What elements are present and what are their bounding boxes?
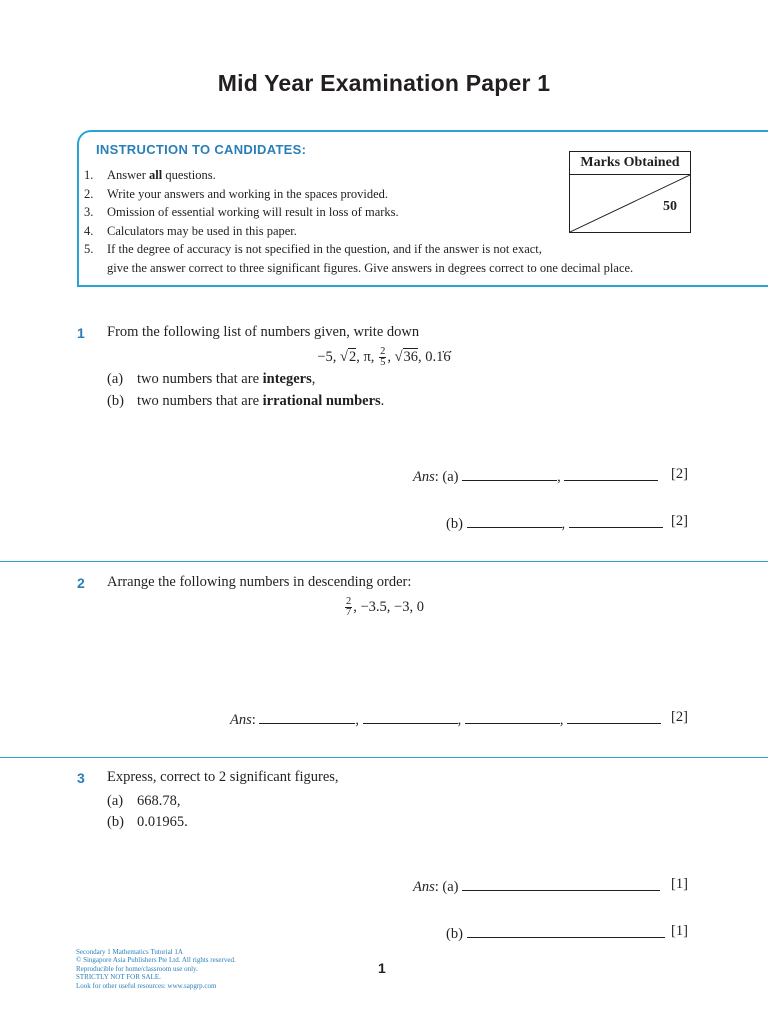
answer-row: (b) , — [446, 513, 663, 533]
instructions-heading: INSTRUCTION TO CANDIDATES: — [96, 142, 307, 157]
sqrt-36: √36, — [394, 348, 422, 365]
question-number: 3 — [77, 770, 85, 786]
page-title: Mid Year Examination Paper 1 — [217, 70, 551, 96]
marks-obtained-box — [569, 151, 691, 233]
page-number: 1 — [378, 960, 386, 976]
instruction-item: 5. If the degree of accuracy is not specified in the question, and if the answer is not exact, — [84, 242, 542, 256]
marks-label: [2] — [671, 513, 688, 529]
answer-blank[interactable] — [467, 923, 665, 938]
answer-blank[interactable] — [564, 466, 658, 481]
footer-notice: Secondary 1 Mathematics Tutorial 1A © Singapore Asia Publishers Pte Ltd. All rights reserved. Reproducible for home/classroom use only. STRICTLY NOT FOR SALE. Look for other useful resources: www.sapgrp.com — [76, 948, 236, 990]
answer-blank[interactable] — [569, 513, 663, 528]
answer-blank[interactable] — [567, 709, 661, 724]
marks-total: 50 — [663, 199, 677, 214]
question-stem: From the following list of numbers given, write down — [107, 324, 420, 340]
instruction-item: 4. Calculators may be used in this paper. — [84, 223, 297, 238]
answer-blank[interactable] — [259, 709, 355, 724]
question-part: (a) 668.78, — [107, 793, 181, 809]
question-number: 2 — [77, 575, 85, 591]
instruction-continuation: give the answer correct to three significant figures. Give answers in degrees correct to one decimal place. — [107, 261, 634, 275]
answer-blank[interactable] — [465, 709, 560, 724]
fraction: $\frac{2}{5}$ — [380, 346, 386, 368]
answer-blank[interactable] — [462, 466, 557, 481]
question-part: (a) two numbers that are integers, — [107, 371, 316, 387]
answer-blank[interactable] — [467, 513, 562, 528]
marks-label: [2] — [671, 709, 688, 725]
question-number: 1 — [77, 325, 85, 341]
marks-label: [1] — [671, 923, 688, 939]
question-stem: Arrange the following numbers in descending order: — [107, 574, 412, 590]
instruction-item: 2. Write your answers and working in the spaces provided. — [84, 186, 389, 201]
marks-obtained-header: Marks Obtained — [570, 152, 690, 175]
answer-row: (b) — [446, 923, 665, 943]
answer-blank[interactable] — [462, 876, 660, 891]
marks-label: [1] — [671, 876, 688, 892]
sqrt-2: √2, — [340, 348, 360, 365]
marks-entry-area — [570, 175, 690, 232]
answer-row: Ans: (a) , — [413, 466, 658, 486]
recurring-decimal: 0.1̇6̇ — [425, 348, 451, 365]
answer-row: Ans: , , , — [230, 709, 661, 729]
number-list: $\frac{2}{7}$ , −3.5, −3, 0 — [346, 596, 424, 618]
question-part: (b) 0.01965. — [107, 814, 188, 830]
question-divider — [0, 561, 768, 562]
instructions-list — [84, 166, 542, 259]
question-divider — [0, 757, 768, 758]
answer-row: Ans: (a) — [413, 876, 660, 896]
number-list: −5, √2, π, $\frac{2}{5}$ , √36, 0.1̇6̇ — [317, 346, 451, 368]
marks-label: [2] — [671, 466, 688, 482]
question-stem: Express, correct to 2 significant figures, — [107, 769, 339, 785]
question-part: (b) two numbers that are irrational numbers. — [107, 393, 385, 409]
answer-blank[interactable] — [363, 709, 458, 724]
instruction-item: 1. Answer all questions. — [84, 168, 216, 182]
instruction-item: 3. Omission of essential working will result in loss of marks. — [84, 205, 399, 219]
fraction: $\frac{2}{7}$ — [346, 596, 352, 618]
